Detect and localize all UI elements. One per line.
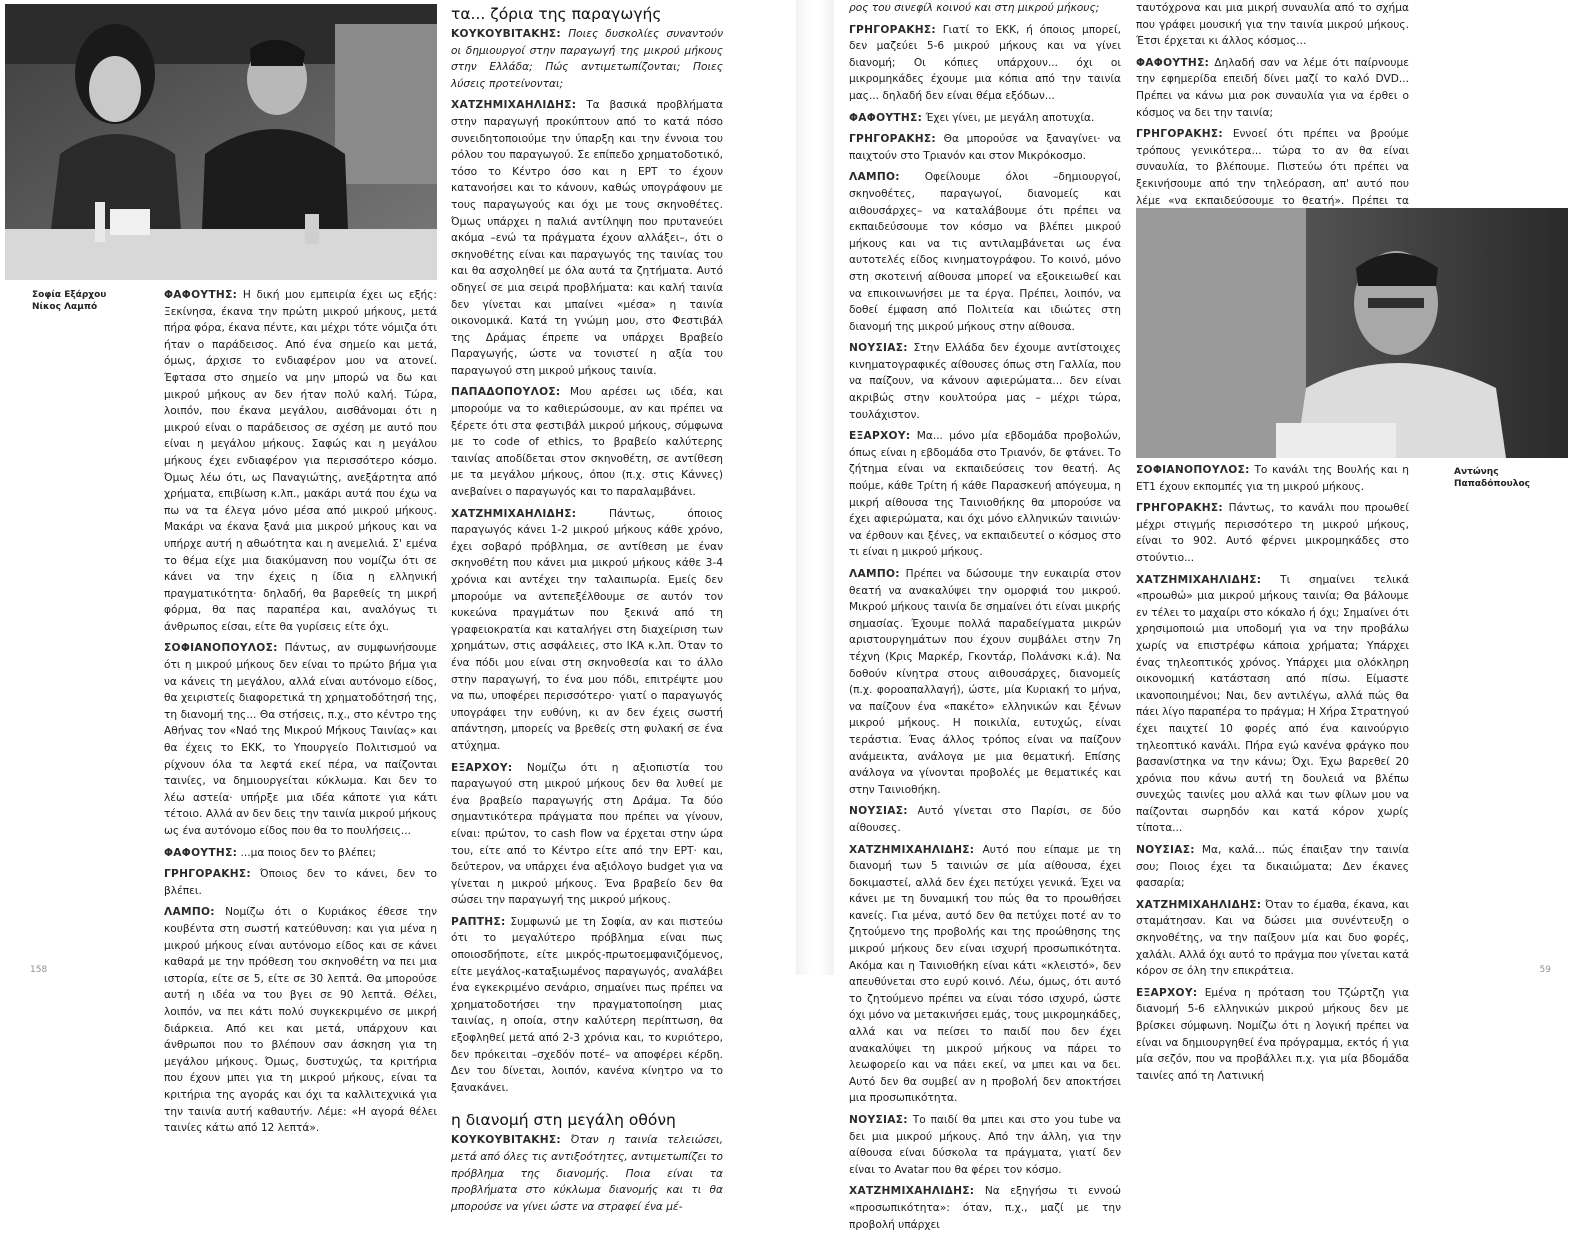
speaker-name: ΝΟΥΣΙΑΣ: [849,1114,908,1126]
speaker-name: ΛΑΜΠΟ: [849,171,900,184]
speaker-name: ΕΞΑΡΧΟΥ: [1136,986,1198,999]
speaker-name: ΚΟΥΚΟΥΒΙΤΑΚΗΣ: [451,1134,561,1147]
paragraph [849,566,1121,798]
page-number-left: 158 [30,965,48,975]
speaker-name: ΚΟΥΚΟΥΒΙΤΑΚΗΣ: [451,28,561,40]
section-heading-distribution: η διανομή στη μεγάλη οθόνη [451,1111,676,1130]
paragraph-text: Νομίζω ότι η αξιοπιστία του παραγωγού στη μικρού μήκους δεν θα λυθεί με ένα βραβείο παραγωγής στη Δράμα. Τα δύο σημαντικότερα πράγματα που πρέπει να γίνουν, είναι: πρώτον, το cash flow να έρχεται στην ώρα του, είτε από το Κέντρο είτε από την ΕΡΤ· και, δεύτερον, να υπάρχει ένα αξιόλογο budget για να γίνεται η μικρού μήκους. Ένα βραβείο δεν θα σώσει την παραγωγή της μικρού μήκους. [451,761,724,907]
paragraph-text: Όποιος δεν το κάνει, δεν το βλέπει. [164,868,437,897]
paragraph [849,110,1121,127]
paragraph [451,384,723,500]
speaker-name: ΣΟΦΙΑΝΟΠΟΥΛΟΣ: [164,642,278,655]
paragraph-text: Το παιδί θα μπει και στο you tube να δει μια μικρού μήκους. Από την άλλη, για την αίθουσα είναι δύσκολα τα πράγματα, γιατί δεν είναι το Avatar που θα φέρει τον κόσμο. [849,1114,1121,1176]
paragraph-text: Μου αρέσει ως ιδέα, και μπορούμε να το καθιερώσουμε, αν και πρέπει να ξέρετε ότι στα φεστιβάλ μικρού μήκους, σύμφωνα με το code of ethics, το βραβείο καλύτερης ταινίας αποδίδεται στον σκηνοθέτη, σε αντίθεση με τα μεγάλου μήκους, όπου (π.χ. στις Κάννες) ανεβαίνει ο παραγωγός και το παραλαμβάνει. [451,386,723,499]
paragraph-text: Αυτό γίνεται στο Παρίσι, σε δύο αίθουσες. [849,805,1121,834]
paragraph [451,914,723,1097]
paragraph-text: Ποιες δυσκολίες συναντούν οι δημιουργοί στην παραγωγή της μικρού μήκους στην Ελλάδα; Πώς αντιμετωπίζονται; Ποιες λύσεις προτείνονται; [451,28,723,90]
paragraph [451,26,723,92]
photo-papadopoulos [1136,208,1568,458]
column-2 [451,4,724,1213]
caption-right: Αντώνης Παπαδόπουλος [1454,467,1530,489]
paragraph [164,904,437,1136]
paragraph [1136,842,1409,892]
paragraph [849,1112,1121,1178]
paragraph-text: Εμένα η πρόταση του Τζώρτζη για διανομή 5-6 ελληνικών μικρού μήκους δεν με βρίσκει σύμφωνη. Νομίζω ότι η λογική πρέπει να είναι να δημιουργηθεί ένα πρόγραμμα, εκτός ή για μία σεζόν, που να προβάλλει π.χ. για μία βδομάδα ταινίες από τη Λατινική [1136,986,1409,1082]
column-4-bottom [1136,462,1409,1082]
speaker-name: ΧΑΤΖΗΜΙΧΑΗΛΙΔΗΣ: [1136,573,1262,586]
paragraph [849,842,1121,1108]
page-number-right: 59 [1539,965,1551,975]
column-2-bottom [451,1132,723,1215]
paragraph-text: ταυτόχρονα και μια μικρή συναυλία από το σχήμα που γράφει μουσική για την ταινία μικρού μήκους. Έτσι έρχεται κι άλλος κόσμος... [1136,2,1409,48]
speaker-name: ΠΑΠΑΔΟΠΟΥΛΟΣ: [451,386,561,399]
paragraph-text: Η δική μου εμπειρία έχει ως εξής: Ξεκίνησα, έκανα την πρώτη μικρού μήκους, μετά πήρα φόρα, έκανα πέντε, και μέχρι τότε νόμιζα ότι ήταν ο παράδεισος. Από ένα σημείο και μετά, όμως, άρχισε το ενδιαφέρον μου να ατονεί. Έφτασα στο σημείο να μην μπορώ να δω και μικρού μήκους αν δεν ήταν πολύ καλή. Τώρα, λοιπόν, που έκανα μεγάλου, αισθάνομαι ότι η μικρού είναι ο παράδεισος σε σχέση με αυτό που είναι η μεγάλου μήκους. Σαφώς και η μεγάλου μήκους έχει ενδιαφέρον για περισσότερο κόσμο. Όμως λέω ότι, ως Παναγιώτης, ανεξάρτητα από χρήματα, επιβίωση κ.λπ., μακάρι αυτά που έχω να πω να τα έλεγα μόνο μέσα από μικρού μήκους. Μακάρι να έκανα ξανά μια μικρού μήκους και να υπήρχε αυτή η αθωότητα και η ανεμελιά. Σ' εμένα το θέμα είχε μια διακύμανση που νομίζω ότι σε κάνει να την έχεις η ίδια η ελληνική πραγματικότητα· δηλαδή, θα βαρεθείς τη μικρή φόρμα, θα πας παραπέρα και, αναλόγως τι άνθρωπος είσαι, είτε θα γυρίσεις είτε όχι. [164,289,437,633]
paragraph-text: Στην Ελλάδα δεν έχουμε αντίστοιχες κινηματογραφικές αίθουσες όπως στη Γαλλία, που να παίζουν, να κάνουν αφιερώματα... δεν είναι ακριβώς στην κουλτούρα μας – μέχρι τώρα, τουλάχιστον. [849,342,1121,421]
speaker-name: ΧΑΤΖΗΜΙΧΑΗΛΙΔΗΣ: [1136,898,1262,911]
paragraph [451,506,723,755]
speaker-name: ΛΑΜΠΟ: [849,568,900,580]
paragraph [849,0,1121,17]
speaker-name: ΛΑΜΠΟ: [164,906,215,919]
paragraph-text: Τι σημαίνει τελικά «προωθώ» μια μικρού μήκους ταινία; Θα βάλουμε εν τέλει το μαχαίρι στο κόκαλο ή όχι; Σημαίνει ότι χρησιμοποιώ μια υποδομή για να την προβάλω χωρίς να επιστρέφω κάποια χρήματα; Υπάρχει ένας τηλεοπτικός χρόνος. Υπάρχει μια ολόκληρη οικονομική κατάσταση από πίσω. Είμαστε ικανοποιημένοι; Ναι, δεν αντιλέγω, αλλά πώς θα πάει λίγο παραπέρα το πράγμα; Η Χήρα Στρατηγού έχει παιχτεί 10 φορές από ένα καινούργιο τηλεοπτικό κανάλι. Πήρα εγώ κανένα φράγκο που βασανίστηκα να την κάνω; Όχι. Έχω βαρεθεί 20 χρόνια που κάνω αυτή τη δουλειά να βλέπω συνεχώς ταινίες μου αλλά και των φίλων μου να παίζονται σωρηδόν και κατά κόρον χωρίς τίποτα... [1136,573,1409,835]
paragraph [1136,985,1409,1085]
paragraph-text: Έχει γίνει, με μεγάλη αποτυχία. [925,111,1095,124]
paragraph [164,866,437,899]
paragraph [1136,462,1409,495]
speaker-name: ΧΑΤΖΗΜΙΧΑΗΛΙΔΗΣ: [451,507,577,520]
column-2-top [451,26,723,1096]
caption-name-2: Νίκος Λαμπό [32,302,98,312]
caption-name-1: Σοφία Εξάρχου [32,290,107,300]
paragraph-text: Μα, καλά... πώς έπαιξαν την ταινία σου; Ποιος έχει τα δικαιώματα; Δεν έκανες φασαρία; [1136,844,1409,890]
paragraph-text: Γιατί το ΕΚΚ, ή όποιος μπορεί, δεν μαζεύει 5-6 μικρού μήκους και να γίνει διανομή; Οι κόπιες υπάρχουν... όχι οι μικρομηκάδες έχουμε μια κόπια από την ταινία μας... δηλαδή δεν είναι θέμα εξόδων... [849,23,1121,102]
paragraph [164,845,437,862]
photo-exarchou-lampo [5,4,437,280]
paragraph-text: Να εξηγήσω τι εννοώ «προσωπικότητα»: όταν, π.χ., μαζί με την προβολή υπάρχει [849,1185,1121,1231]
speaker-name: ΝΟΥΣΙΑΣ: [849,805,908,818]
speaker-name: ΝΟΥΣΙΑΣ: [1136,844,1195,857]
paragraph [849,22,1121,105]
paragraph [164,640,437,839]
paragraph-text: Όταν το έμαθα, έκανα, και σταμάτησαν. Και να δώσει μια συνέντευξη ο σκηνοθέτης, να την παίξουν μία και δυο φορές, χαλάλι. Αλλά όχι αυτό το πράγμα που γίνεται κατά κόρον σε όλη την επικράτεια. [1136,898,1409,978]
paragraph [1136,500,1409,566]
paragraph-text: ...μα ποιος δεν το βλέπει; [240,846,376,859]
paragraph-text: Όταν η ταινία τελειώσει, μετά από όλες τις αντιξοότητες, αντιμετωπίζει το πρόβλημα της διανομής. Ποια είναι τα προβλήματα στο κύκλωμα διανομής και τι θα μπορούσε να γίνει ώστε να στραφεί ένα μέ- [451,1134,723,1213]
speaker-name: ΕΞΑΡΧΟΥ: [451,761,513,774]
paragraph-text: Τα βασικά προβλήματα στην παραγωγή προκύπτουν από το κατά πόσο συνειδητοποιούμε την ύπαρξη και την έννοια του ρόλου του παραγωγού. Σε επίπεδο χρηματοδοτικό, τόσο το Κέντρο όσο και η ΕΡΤ το έχουν κατανοήσει και το κάνουν, καθώς υπογράφουν με τους παραγωγούς και όχι με τους σκηνοθέτες. Όμως υπάρχει η παλιά αντίληψη που πρυτανεύει ακόμα –ενώ τα πράγματα έχουν αλλάξει–, ότι ο σκηνοθέτης είναι και παραγωγός της ταινίας του και θα ασχοληθεί με όλα αυτά τα ζητήματα. Αυτό οδηγεί σε μια σειρά προβλήματα: και καλή ταινία δεν γίνεται και μπαίνει «μέσα» η ταινία οικονομικά. Κατά τη γνώμη μου, στο Φεστιβάλ της Δράμας έπρεπε να υπάρχει Βραβείο Παραγωγής, ώστε να τονιστεί η αξία του παραγωγού στη μικρού μήκους ταινία. [451,99,723,377]
paragraph-text: Οφείλουμε όλοι –δημιουργοί, σκηνοθέτες, παραγωγοί, διανομείς και αιθουσάρχες– να καταλάβουμε ότι πρέπει να εκπαιδεύσουμε τον κόσμο να βλέπει μικρού μήκους και να τις αντιλαμβάνεται ως ένα αυτοτελές είδος κινηματογράφου. Το κοινό, μόνο στη σκοτεινή αίθουσα μπορεί να εξοικειωθεί και να επικοινωνήσει με τα έργα. Πρέπει, λοιπόν, να δοθεί έμφαση από Πολιτεία και ιδιώτες στη διανομή της μικρού μήκους στην αίθουσα. [849,171,1121,333]
paragraph [1136,897,1409,980]
paragraph-text: ρος του σινεφίλ κοινού και στη μικρού μήκους; [849,2,1100,14]
speaker-name: ΣΟΦΙΑΝΟΠΟΥΛΟΣ: [1136,464,1250,476]
paragraph-text: Δηλαδή σαν να λέμε ότι παίρνουμε την εφημερίδα επειδή δίνει μαζί το καλό DVD... Πρέπει να κάνω μια ροκ συναυλία για να έρθει ο κόσμος να δει την ταινία; [1136,56,1409,119]
speaker-name: ΓΡΗΓΟΡΑΚΗΣ: [849,133,936,146]
paragraph [849,340,1121,423]
paragraph [849,803,1121,836]
speaker-name: ΦΑΦΟΥΤΗΣ: [164,289,238,301]
paragraph [164,287,437,635]
paragraph-text: Θα μπορούσε να ξαναγίνει· να παιχτούν στο Τριανόν και στον Μικρόκοσμο. [849,133,1121,162]
paragraph-text: Πρέπει να δώσουμε την ευκαιρία στον θεατή να ανακαλύψει την ομορφιά του μικρού. Μικρού μήκους ταινία δε σημαίνει ότι είναι μικρής σημασίας. Έχουμε πολλά παραδείγματα μικρών αριστουργημάτων που έχουν συμβάλει στην 7η τέχνη (Κρις Μαρκέρ, Γκοντάρ, Πολάνσκι κ.ά). Να δοθούν κίνητρα στους αιθουσάρχες, διανομείς (π.χ. φοροαπαλλαγή), ώστε, μία Κυριακή το μήνα, να παίζουν ένα «πακέτο» ελληνικών και ξένων μικρού μήκους. Η ποικιλία, ευτυχώς, είναι τεράστια. Ένας άλλος τρόπος είναι να παίζουν ανάμεικτα, ανάλογα με μια θεματική. Επίσης ανάλογα να γίνονται προβολές με θεματικές και στην Ταινιοθήκη. [849,568,1122,796]
paragraph [849,428,1121,561]
page-gutter [796,0,834,975]
speaker-name: ΦΑΦΟΥΤΗΣ: [849,111,923,124]
speaker-name: ΡΑΠΤΗΣ: [451,915,506,928]
paragraph-text: Πάντως, αν συμφωνήσουμε ότι η μικρού μήκους δεν είναι το πρώτο βήμα για να κάνεις τη μεγάλου, αλλά είναι αυτόνομο είδος, θα χειριστείς διαφορετικά τη χρηματοδότησή της, τη διανομή της... Θα στήσεις, π.χ., στο κέντρο της Αθήνας τον «Ναό της Μικρού Μήκους Ταινίας» και θα έχεις το ΕΚΚ, το Υπουργείο Πολιτισμού να ρίχνουν όλα τα λεφτά εκεί πέρα, να παίζονται ταινίες, να δημιουργείται κύκλωμα. Και δεν το λέω αστεία· υπήρξε μια ιδέα κάποτε για κάτι τέτοιο. Αλλά αν δεν δεις την ταινία μικρού μήκους ως ένα αυτόνομο είδος που θα το πουλήσεις... [164,642,437,837]
speaker-name: ΓΡΗΓΟΡΑΚΗΣ: [1136,128,1223,141]
paragraph [849,1183,1121,1233]
speaker-name: ΓΡΗΓΟΡΑΚΗΣ: [1136,502,1223,515]
paragraph-text: Μα... μόνο μία εβδομάδα προβολών, όπως είναι η εβδομάδα στο Τριανόν, δε φτάνει. Το ζήτημα είναι να εκπαιδεύσεις τον θεατή. Ας πούμε, κάθε Τρίτη ή κάθε Παρασκευή απόγευμα, η μικρή αίθουσα της Ταινιοθήκης θα μπορούσε να έχει αφιερώματα, και όχι μόνο ελληνικών ταινιών· να έρθουν και ξένες, να εκπαιδευτεί ο κόσμος στο τι είναι η μικρού μήκους. [849,430,1122,559]
paragraph [451,97,723,379]
paragraph-text: Πάντως, όποιος παραγωγός κάνει 1-2 μικρού μήκους κάθε χρόνο, έχει σοβαρό πρόβλημα, σε αντίθεση με έναν σκηνοθέτη που κάνει μια μικρού μήκους κάθε 3-4 χρόνια και αντέχει την ταλαιπωρία. Εμείς δεν μπορούμε να αντεπεξέλθουμε σε αυτόν τον κυκεώνα πραγμάτων που ξεκινά από τη γραφειοκρατία και καταλήγει στη διαχείριση των χρημάτων, στις ασφάλειες, στο ΙΚΑ κ.λπ. Όταν το ένα πόδι μου είναι στη σκηνοθεσία και το άλλο στην παραγωγή, το ένα μου πόδι, επιτρέψτε μου να πω, υποφέρει περισσότερο· γιατί ο παραγωγός υπογράφει την ευθύνη, κι αν δεν έχεις σωστή απάντηση, μπορείς να βρεθείς στη φυλακή σε ένα ατύχημα. [451,507,723,752]
speaker-name: ΝΟΥΣΙΑΣ: [849,342,908,355]
paragraph-text: Εννοεί ότι πρέπει να βρούμε τρόπους γενικότερα... τώρα το αν θα είναι συναυλία, το βλέπουμε. Πιστεύω ότι πρέπει να ξεκινήσουμε από την τηλεόραση, απ' αυτό που λέμε «να εκπαιδεύσουμε το θεατή». Πρέπει τα [1136,128,1409,207]
speaker-name: ΦΑΦΟΥΤΗΣ: [164,846,238,859]
caption-left [32,289,152,313]
photo-two-people-image [5,4,437,280]
paragraph [849,131,1121,164]
speaker-name: ΧΑΤΖΗΜΙΧΑΗΛΙΔΗΣ: [849,843,975,856]
speaker-name: ΦΑΦΟΥΤΗΣ: [1136,56,1210,69]
column-1 [164,287,438,1135]
column-4-top [1136,0,1409,207]
paragraph-text: Το κανάλι της Βουλής και η ΕΤ1 έχουν εκπομπές για τη μικρού μήκους. [1136,464,1409,493]
speaker-name: ΓΡΗΓΟΡΑΚΗΣ: [164,868,251,881]
paragraph-text: Αυτό που είπαμε με τη διανομή των 5 ταινιών σε μία αίθουσα, έχει δοκιμαστεί, αλλά δεν έχει πετύχει γενικά. Έχει να κάνει με τη δυναμική του πώς θα το προωθήσει κανείς. Για μένα, αυτό δεν θα πετύχει ποτέ αν το ζητούμενο της προβολής και της προώθησης της μικρού μήκους δεν είναι ισχυρή προσωπικότητα. Ακόμα και η Ταινιοθήκη είναι κάτι «κλειστό», δεν απευθύνεται στο ευρύ κοινό. Λέω, όμως, ότι αυτό το ζητούμενο πρέπει να είναι τόσο ισχυρό, ώστε όχι μόνο να μετακινήσει εμάς, τους μικρομηκάδες, αλλά και να πείσει το παιδί που δεν έχει ανακαλύψει τη μικρού μήκους να πάρει το λεωφορείο και να πάει εκεί, να μπει και να δει. Αυτό δεν θα συμβεί αν η προβολή δεν αποκτήσει μια προσωπικότητα. [849,843,1121,1105]
paragraph [451,1132,723,1215]
paragraph-text: Πάντως, το κανάλι που προωθεί μέχρι στιγμής περισσότερο τη μικρού μήκους, είναι το 902. Αυτό φέρνει μικρομηκάδες στο στούντιο... [1136,502,1409,564]
speaker-name: ΧΑΤΖΗΜΙΧΑΗΛΙΔΗΣ: [451,99,577,112]
column-3 [849,0,1122,1231]
paragraph-text: Συμφωνώ με τη Σοφία, αν και πιστεύω ότι το μεγαλύτερο πρόβλημα είναι πως οποιοσδήποτε, είτε μικρός-πρωτοεμφανιζόμενος, είτε μεγάλος-καταξιωμένος παραγωγός, αναλάβει ένα εγκεκριμένο σενάριο, σημαίνει πως πρέπει να χρηματοδοτήσει την πραγματοποίηση μιας ταινίας, η οποία, στην καλύτερη περίπτωση, θα εξοφληθεί μετά από 2-3 χρόνια και, το κυριότερο, δεν πρόκειται –σχεδόν ποτέ– να αποφέρει κέρδη. Δεν του δίνεται, λοιπόν, κανένα κίνητρο να το ξανακάνει. [451,915,723,1094]
speaker-name: ΕΞΑΡΧΟΥ: [849,430,911,443]
paragraph [849,169,1121,335]
photo-man-image [1136,208,1568,458]
paragraph [1136,572,1409,838]
paragraph [451,760,723,909]
paragraph [1136,0,1409,50]
paragraph [1136,55,1409,121]
paragraph-text: Νομίζω ότι ο Κυριάκος έθεσε την κουβέντα στη σωστή κατεύθυνση: και για μένα η μικρού μήκους είναι αυτόνομο είδος και σε κάνει καθαρά με την πρόθεση του σκηνοθέτη να πει μια ιστορία, είτε σε 5, είτε σε 30 λεπτά. Θα μπορούσε αυτή η ιδέα να του βγει σε 90 λεπτά. Θέλει, λοιπόν, να πει κάτι πολύ συγκεκριμένο σε μικρή διάρκεια. Από κει και μετά, υπάρχουν και άνθρωποι που το βλέπουν σαν άσκηση για τη μεγάλου μήκους. Όμως, δυστυχώς, τα κριτήρια που έχουν μπει για τη μικρού μήκους, είναι τα κριτήρια της αγοράς και όχι τα καλλιτεχνικά για την ταινία αυτή καθαυτήν. Λέμε: «Η αγορά θέλει ταινίες κάτω από 12 λεπτά». [164,906,438,1135]
speaker-name: ΓΡΗΓΟΡΑΚΗΣ: [849,23,936,36]
section-heading-production: τα... ζόρια της παραγωγής [451,5,662,23]
speaker-name: ΧΑΤΖΗΜΙΧΑΗΛΙΔΗΣ: [849,1185,975,1198]
